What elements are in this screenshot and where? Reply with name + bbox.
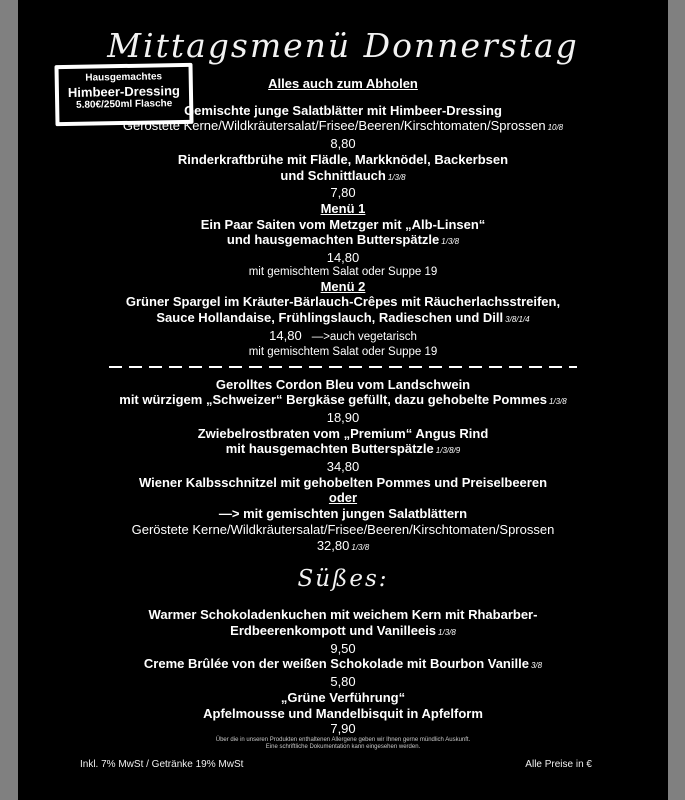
menu1-line2-wrap [18, 232, 668, 250]
cordon-bleu-line2-wrap [18, 392, 668, 410]
chocolate-cake-line1: Warmer Schokoladenkuchen mit weichem Kern mit Rhabarber- [148, 607, 538, 623]
menu2-line2: Sauce Hollandaise, Frühlingslauch, Radieschen und Dill [156, 310, 504, 326]
chocolate-cake-line2: Erdbeerenkompott und Vanilleeis [230, 622, 437, 638]
menu1-side-note: mit gemischtem Salat oder Suppe 19 [248, 265, 438, 278]
soup-name-line2: und Schnittlauch [280, 167, 386, 183]
stamp-line-price: 5.80€/250ml Flasche [75, 98, 173, 111]
creme-brulee-name: Creme Brûlée von der weißen Schokolade mit Bourbon Vanille [143, 656, 529, 672]
apple-dessert-price: 7,90 [330, 721, 356, 737]
menu2-side-note: mit gemischtem Salat oder Suppe 19 [248, 345, 438, 358]
creme-brulee-price: 5,80 [330, 674, 356, 690]
apple-dessert-name: „Grüne Verführung“ [280, 689, 406, 705]
salad-description: Geröstete Kerne/Wildkräutersalat/Frisee/Beeren/Kirschtomaten/Sprossen [122, 118, 546, 134]
schnitzel-line1: Wiener Kalbsschnitzel mit gehobelten Pommes und Preiselbeeren [138, 474, 548, 490]
stamp-line-product: Himbeer-Dressing [67, 83, 181, 100]
cordon-bleu-line2: mit würzigem „Schweizer“ Bergkäse gefüllt, dazu gehobelte Pommes [119, 392, 547, 408]
allergen-notice-line2: Eine schriftliche Dokumentation kann eingesehen werden. [265, 744, 421, 751]
soup-price: 7,80 [330, 185, 356, 201]
menu2-line1: Grüner Spargel im Kräuter-Bärlauch-Crêpes mit Räucherlachsstreifen, [125, 294, 561, 310]
footer [80, 759, 592, 770]
menu1-allergens: 1/3/8 [441, 237, 460, 247]
soup-name-line2-wrap [18, 168, 668, 186]
menu2-price: 14,80 [269, 327, 302, 343]
schnitzel-alt-line: —> mit gemischten jungen Salatblättern [218, 506, 468, 522]
salad-description-line [18, 118, 668, 136]
schnitzel-price: 32,80 [316, 537, 350, 553]
chocolate-cake-allergens: 1/3/8 [438, 627, 456, 637]
soup-name-line1: Rinderkraftbrühe mit Flädle, Markknödel, Backerbsen [177, 151, 509, 167]
stamp-line-homemade: Hausgemachtes [85, 71, 163, 84]
menu-title: Mittagsmenü Donnerstag [107, 26, 579, 65]
menu1-line1: Ein Paar Saiten vom Metzger mit „Alb-Linsen“ [200, 216, 486, 232]
cordon-bleu-allergens: 1/3/8 [548, 397, 567, 407]
cordon-bleu-line1: Gerolltes Cordon Bleu vom Landschwein [215, 376, 471, 392]
menu2-price-line [18, 328, 668, 346]
cordon-bleu-price: 18,90 [326, 409, 360, 425]
dashed-separator [109, 366, 577, 368]
apple-dessert-line2: Apfelmousse und Mandelbisquit in Apfelform [203, 705, 483, 721]
chocolate-cake-price: 9,50 [330, 640, 356, 656]
rostbraten-price: 34,80 [326, 459, 360, 475]
creme-brulee-allergens: 3/8 [530, 661, 543, 671]
salad-allergens: 10/8 [547, 123, 564, 133]
soup-allergens: 1/3/8 [387, 172, 406, 182]
schnitzel-or-label: oder [328, 490, 358, 506]
schnitzel-allergens: 1/3/8 [351, 542, 370, 552]
menu1-header: Menü 1 [320, 200, 366, 216]
schnitzel-price-line [18, 538, 668, 556]
salad-name: Gemischte junge Salatblätter mit Himbeer-Dressing [184, 102, 502, 118]
rostbraten-allergens: 1/3/8/9 [435, 446, 461, 456]
menu-sheet [18, 0, 668, 800]
rostbraten-line1: Zwiebelrostbraten vom „Premium“ Angus Rind [197, 425, 489, 441]
footer-tax-note: Inkl. 7% MwSt / Getränke 19% MwSt [80, 759, 244, 770]
rostbraten-line2-wrap [18, 441, 668, 459]
desserts-heading: Süßes: [297, 566, 389, 593]
salad-price: 8,80 [330, 136, 356, 152]
chocolate-cake-line2-wrap [18, 623, 668, 641]
menu-content [18, 0, 668, 752]
takeaway-note: Alles auch zum Abholen [268, 76, 418, 91]
schnitzel-description: Geröstete Kerne/Wildkräutersalat/Frisee/Beeren/Kirschtomaten/Sprossen [131, 521, 555, 537]
menu2-line2-wrap [18, 310, 668, 328]
rostbraten-line2: mit hausgemachten Butterspätzle [225, 441, 434, 457]
menu2-vegetarian-note: —>auch vegetarisch [311, 330, 417, 343]
creme-brulee-line-wrap [18, 656, 668, 674]
menu1-line2: und hausgemachten Butterspätzle [226, 232, 440, 248]
allergen-notice-line1: Über die in unseren Produkten enthaltenen Allergene geben wir Ihnen gerne mündlich Auskunft. [215, 736, 471, 743]
footer-currency-note: Alle Preise in € [525, 759, 592, 770]
menu2-header: Menü 2 [320, 278, 366, 294]
menu1-price: 14,80 [326, 250, 360, 266]
menu2-allergens: 3/8/1/4 [505, 315, 530, 325]
